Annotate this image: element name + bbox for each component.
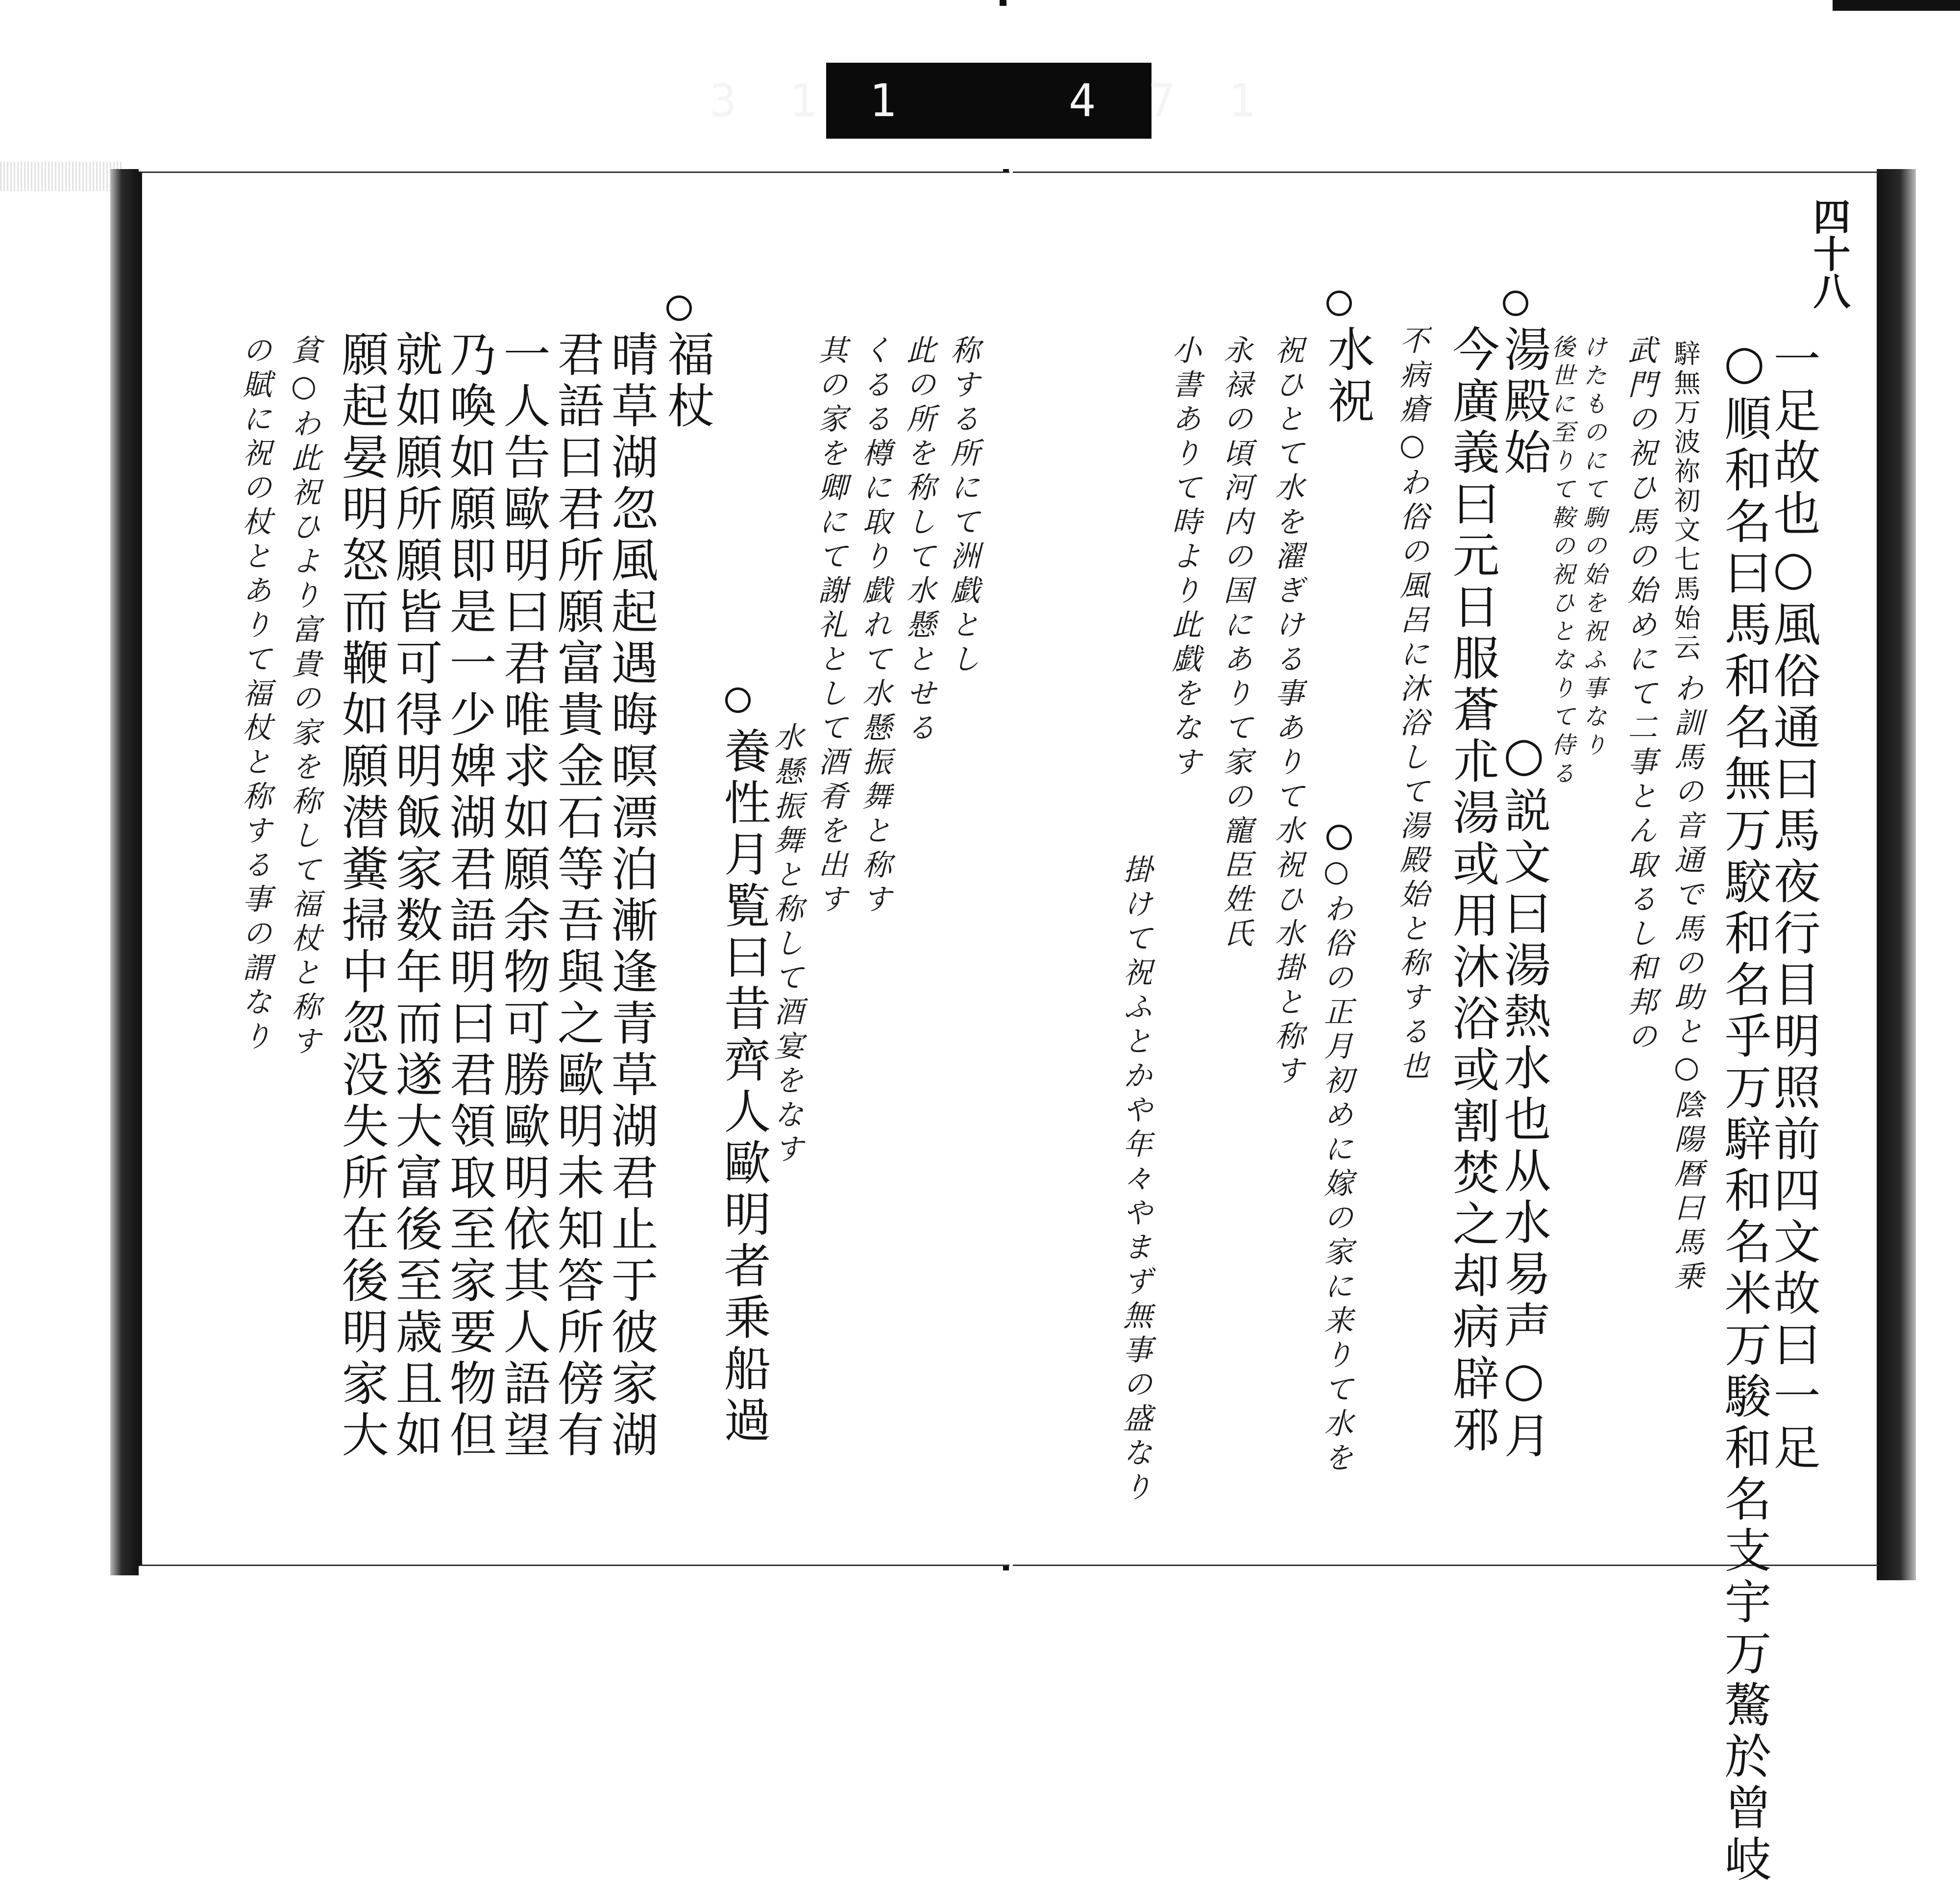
section-heading: 水祝	[1320, 325, 1375, 428]
scan-noise	[0, 162, 122, 191]
text-column: の賦に祝の杖とありて福杖と称する事の謂なり	[238, 335, 272, 1055]
right-page	[1013, 171, 1880, 1886]
text-column: 就如願所願皆可得明飯家数年而遂大富後至歳且如	[388, 330, 443, 1462]
text-column: 騂無万波祢	[1670, 340, 1701, 487]
scan-label-text: 3 1 1 4 7 1	[710, 74, 1268, 127]
scan-label	[710, 63, 1268, 139]
text-column: 君語曰君所願富貴金石等吾與之歐明未知答所傍有	[550, 330, 605, 1462]
text-column: 祝ひとて水を濯ぎける事ありて水祝ひ水掛と称す	[1270, 335, 1304, 1089]
text-column: くるる樽に取り戯れて水懸振舞と称す	[858, 335, 892, 918]
text-column: 一人告歐明曰君唯求如願余物可勝歐明依其人語望	[496, 330, 551, 1462]
text-column: 小書ありて時より此戯をなす	[1167, 335, 1201, 781]
text-column: 不病瘡○わ俗の風呂に沐浴して湯殿始と称する也	[1395, 325, 1429, 1084]
section-heading: 福杖	[660, 330, 715, 433]
text-column: ○わ俗の正月初めに嫁の家に来りて水を	[1319, 854, 1353, 1476]
book-spread	[110, 169, 1916, 1886]
text-column: 後世に至りて鞍の祝ひとなりて侍る	[1547, 335, 1575, 789]
text-column: 武門の祝ひ馬の始めにて二事とん取るし和邦の	[1623, 335, 1657, 1055]
left-page	[139, 171, 1009, 1566]
text-column: 永禄の頃河内の国にありて家の寵臣姓氏	[1219, 335, 1253, 952]
text-column: ○説文曰湯熱水也从水易声○月	[1496, 727, 1551, 1463]
text-column: 乃喚如願即是一少婢湖君語明曰君領取至家要物但	[442, 330, 497, 1462]
text-column: 其の家を卿にて謝礼として酒肴を出す	[813, 335, 848, 918]
text-column: 此の所を称して水懸とせる	[902, 335, 936, 746]
circle-mark	[666, 295, 692, 321]
text-column: 貧○わ此祝ひより富貴の家を称して福杖と称す	[287, 335, 321, 1060]
circle-mark	[1326, 825, 1352, 850]
text-column: ○順和名曰馬和名無万駮和名乎万騂和名米万駿和名支宇万驁於曾岐	[1717, 335, 1772, 1886]
text-column: 晴草湖忽風起遇晦暝漂泊漸逢青草湖君止于彼家湖	[604, 330, 659, 1462]
text-column: 初文七馬始云	[1670, 487, 1701, 663]
circle-mark	[1326, 291, 1352, 316]
text-column: 掛けて祝ふとかや年々やまず無事の盛なり	[1118, 854, 1152, 1506]
page-number: 四十八	[1807, 197, 1851, 309]
text-column: 養性月覧曰昔齊人歐明者乗船過	[716, 727, 771, 1447]
text-column: わ訓馬の音通で馬の助と○陰陽暦曰馬乗	[1669, 673, 1704, 1295]
circle-mark	[1503, 291, 1528, 316]
scan-tick	[1000, 0, 1006, 6]
text-column: 願起晏明怒而鞭如願潜糞掃中忽没失所在後明家大	[334, 330, 389, 1462]
circle-mark	[725, 687, 751, 713]
text-column: 水懸振舞と称して酒宴をなす	[769, 722, 804, 1168]
scan-edge	[1833, 0, 1960, 11]
text-column: 称する所にて洲戯とし	[946, 335, 980, 678]
text-column: けたものにて駒の始を祝ふ事なり	[1579, 335, 1607, 761]
section-heading: 湯殿始	[1496, 325, 1551, 479]
left-cover-edge	[110, 169, 139, 1575]
text-column: 一足故也○風俗通曰馬夜行目明照前四文故曰一足	[1766, 335, 1821, 1474]
text-column: 今廣義曰元日服蒼朮湯或用沐浴或割焚之却病辟邪	[1445, 325, 1500, 1457]
right-cover-edge	[1877, 169, 1916, 1580]
